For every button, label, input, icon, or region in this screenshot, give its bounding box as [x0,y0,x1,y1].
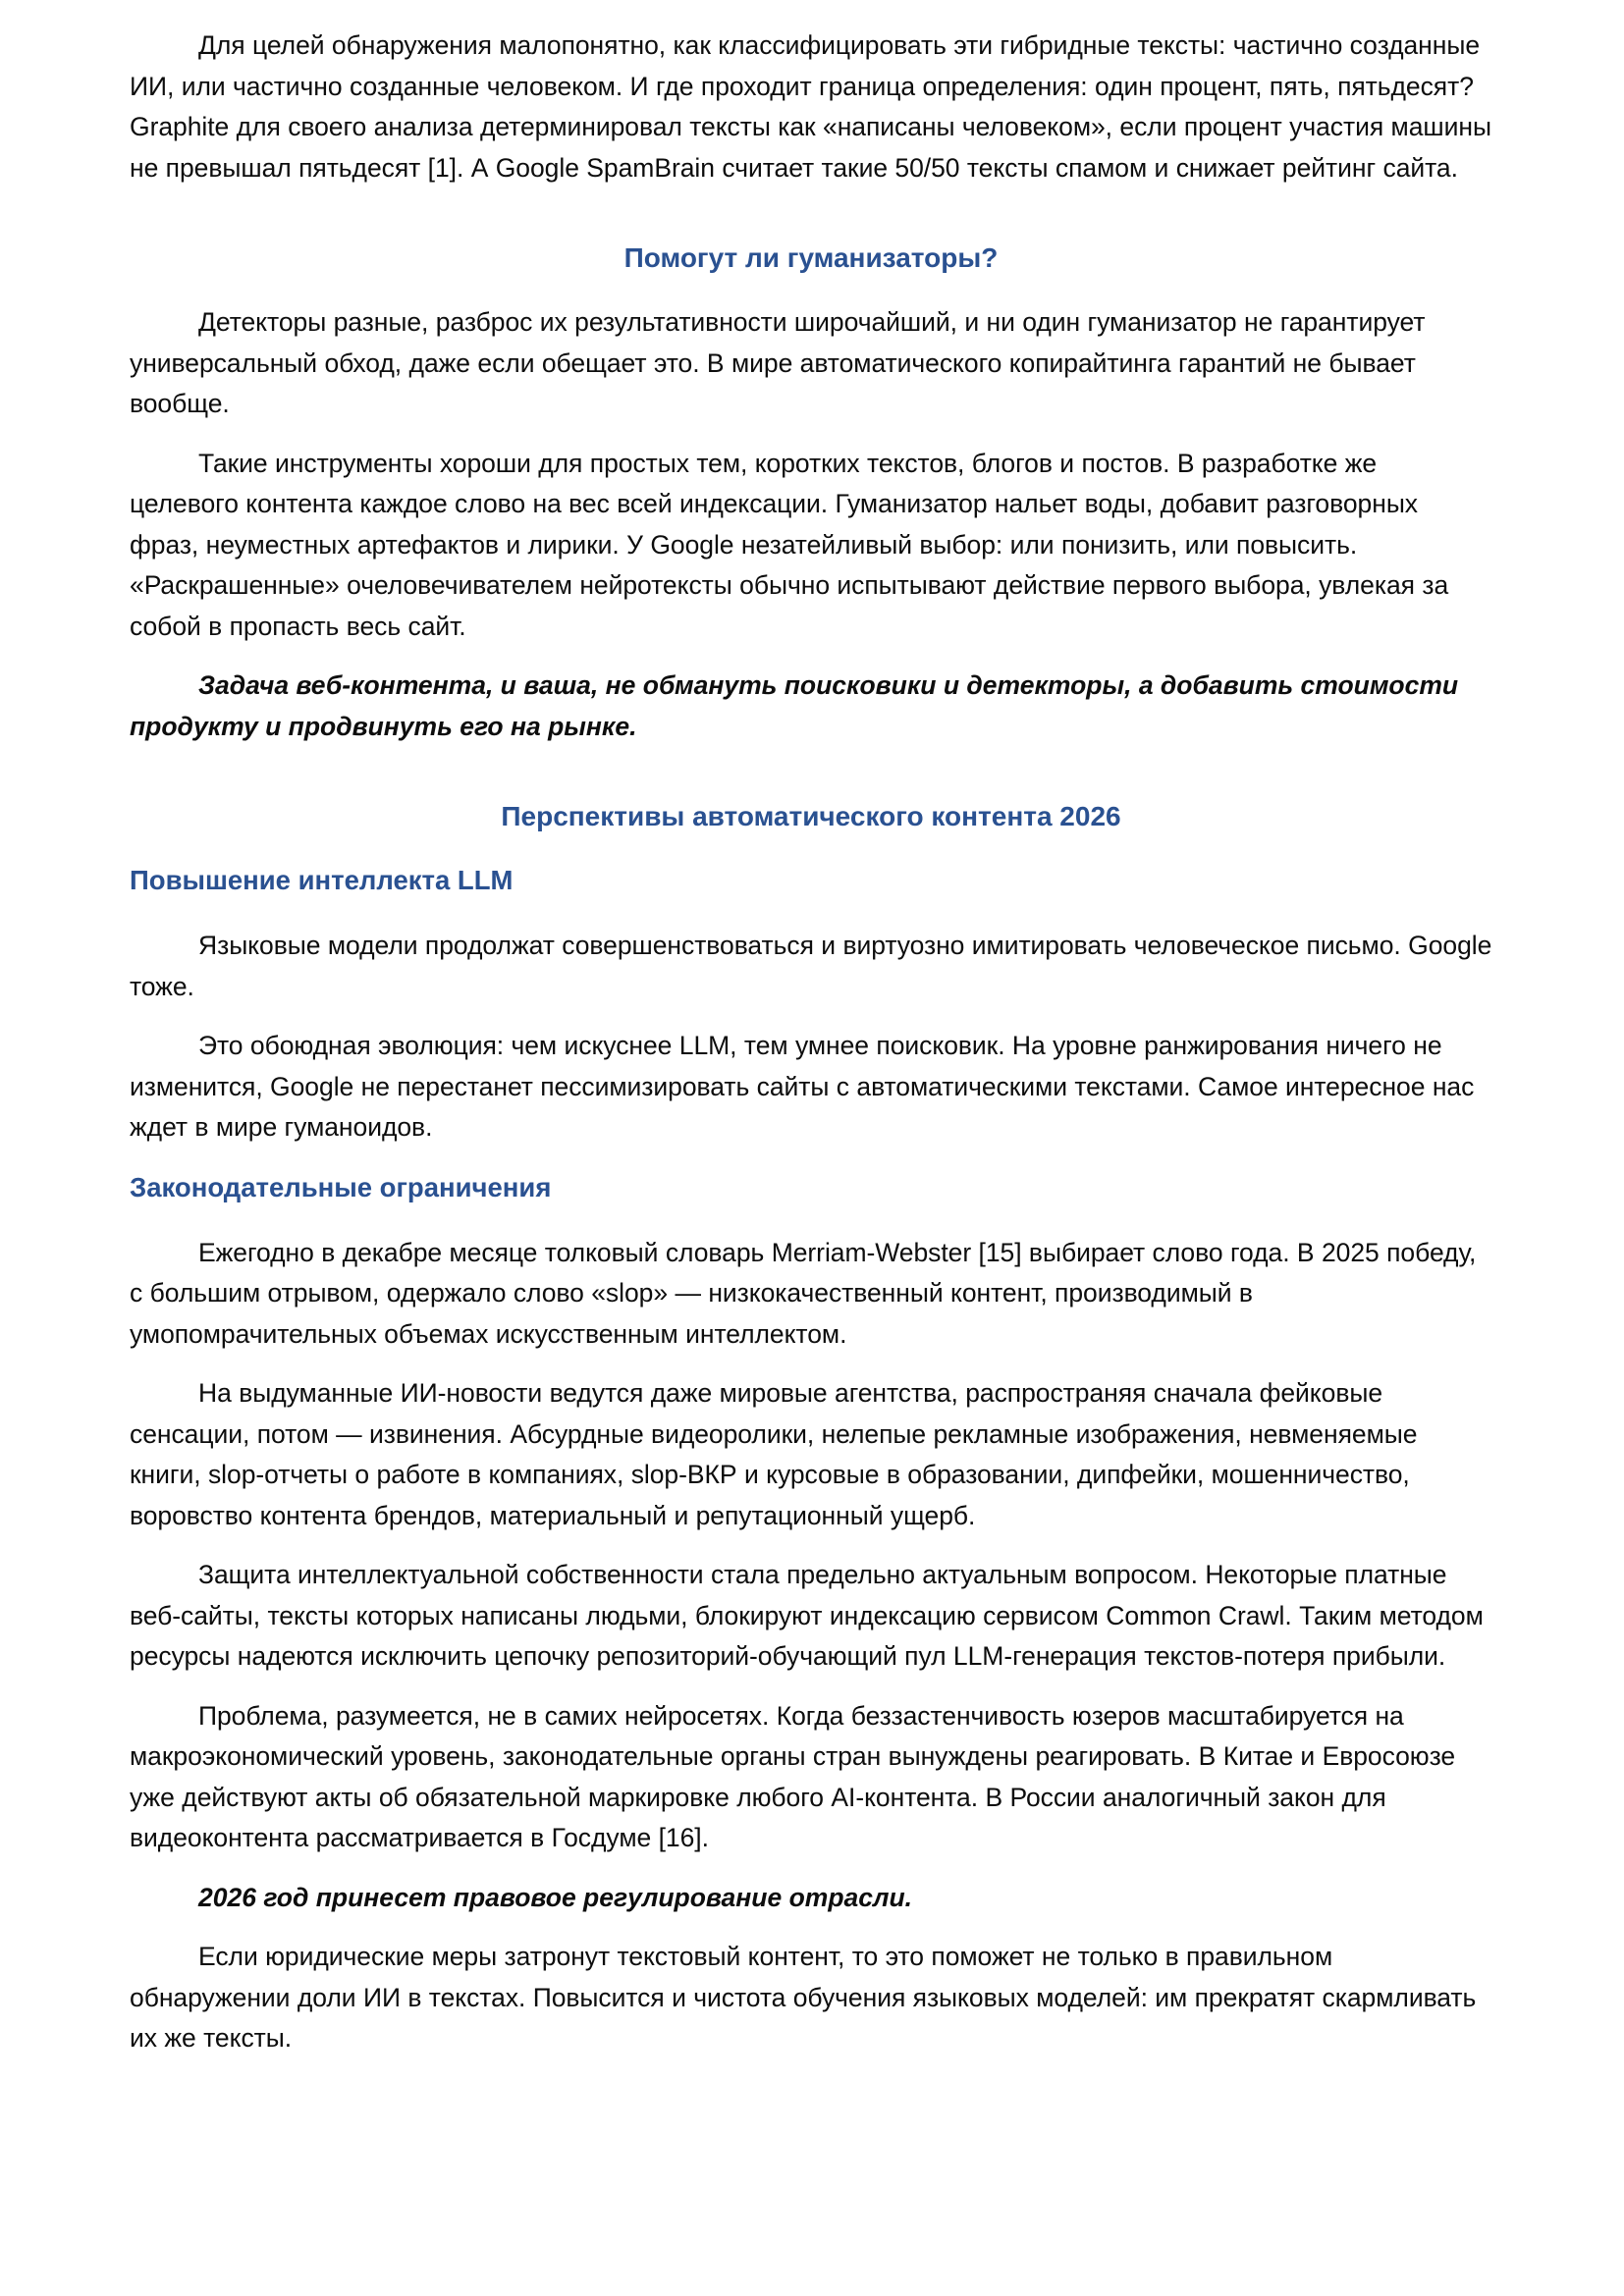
paragraph-ip-protection: Защита интеллектуальной собственности стала предельно актуальным вопросом. Некоторые платные веб-сайты, тексты которых написаны людьми, блокируют индексацию сервисом Common Crawl. Таким методом ресурсы надеются исключить цепочку репозиторий-обучающий пул LLM-генерация текстов-потеря прибыли. [130,1560,1484,1671]
spacer [130,207,1492,217]
paragraph-tools-simple-topics: Такие инструменты хороши для простых тем, коротких текстов, блогов и постов. В разработке же целевого контента каждое слово на вес всей индексации. Гуманизатор нальет воды, добавит разговорных фраз, неуместных артефактов и лирики. У Google незатейливый выбор: или понизить, или повысить. «Раскрашенные» очеловечивателем нейротексты обычно испытывают действие первого выбора, увлекая за собой в пропасть весь сайт. [130,448,1449,641]
paragraph-hybrid-texts: Для целей обнаружения малопонятно, как классифицировать эти гибридные тексты: частично созданные ИИ, или частично созданные человеком. И где проходит граница определения: один процент, пять, пятьдесят? Graphite для своего анализа детерминировал тексты как «написаны человеком», если процент участия машины не превышал пятьдесят [1]. А Google SpamBrain считает такие 50/50 тексты спамом и снижает рейтинг сайта. [130,30,1491,183]
paragraph-mutual-evolution: Это обоюдная эволюция: чем искуснее LLM, тем умнее поисковик. На уровне ранжирования ничего не изменится, Google не перестанет пессимизировать сайты с автоматическими текстами. Самое интересное нас ждет в мире гуманоидов. [130,1031,1475,1142]
heading-humanizers: Помогут ли гуманизаторы? [623,242,999,273]
spacer [130,766,1492,775]
paragraph-legal-measures: Если юридические меры затронут текстовый контент, то это поможет не только в правильном обнаружении доли ИИ в текстах. Повысится и чистота обучения языковых моделей: им прекратят скармливать их же тексты. [130,1942,1477,2053]
paragraph-emphasis-web-content-task: Задача веб-контента, и ваша, не обмануть поисковики и детекторы, а добавить стоимости продукту и продвинуть его на рынке. [130,670,1459,741]
paragraph-fake-ai-news: На выдуманные ИИ-новости ведутся даже мировые агентства, распространяя сначала фейковые сенсации, потом — извинения. Абсурдные видеоролики, нелепые рекламные изображения, невменяемые книги, slop-отчеты о работе в компаниях, slop-ВКР и курсовые в образовании, дипфейки, мошенничество, воровство контента брендов, материальный и репутационный ущерб. [130,1378,1418,1530]
paragraph-merriam-webster-slop: Ежегодно в декабре месяце толковый словарь Merriam-Webster [15] выбирает слово года. В 2025 победу, с большим отрывом, одержало слово «slop» — низкокачественный контент, производимый в умопомрачительных объемах искусственным интеллектом. [130,1237,1477,1349]
paragraph-detectors: Детекторы разные, разброс их результативности широчайший, и ни один гуманизатор не гарантирует универсальный обход, даже если обещает это. В мире автоматического копирайтинга гарантий не бывает вообще. [130,307,1426,418]
paragraph-emphasis-2026-regulation: 2026 год принесет правовое регулирование отрасли. [198,1882,913,1912]
paragraph-regulation-problem: Проблема, разумеется, не в самих нейросетях. Когда беззастенчивость юзеров масштабируется на макроэкономический уровень, законодательные органы стран вынуждены реагировать. В Китае и Евросоюзе уже действуют акты об обязательной маркировке любого AI-контента. В России аналогичный закон для видеоконтента рассматривается в Госдуме [16]. [130,1700,1456,1852]
heading-llm-intelligence: Повышение интеллекта LLM [130,865,514,895]
heading-prospects-2026: Перспективы автоматического контента 2026 [501,801,1121,831]
paragraph-language-models: Языковые модели продолжат совершенствоваться и виртуозно имитировать человеческое письмо. Google тоже. [130,931,1492,1001]
heading-legislative-restrictions: Законодательные ограничения [130,1171,552,1202]
